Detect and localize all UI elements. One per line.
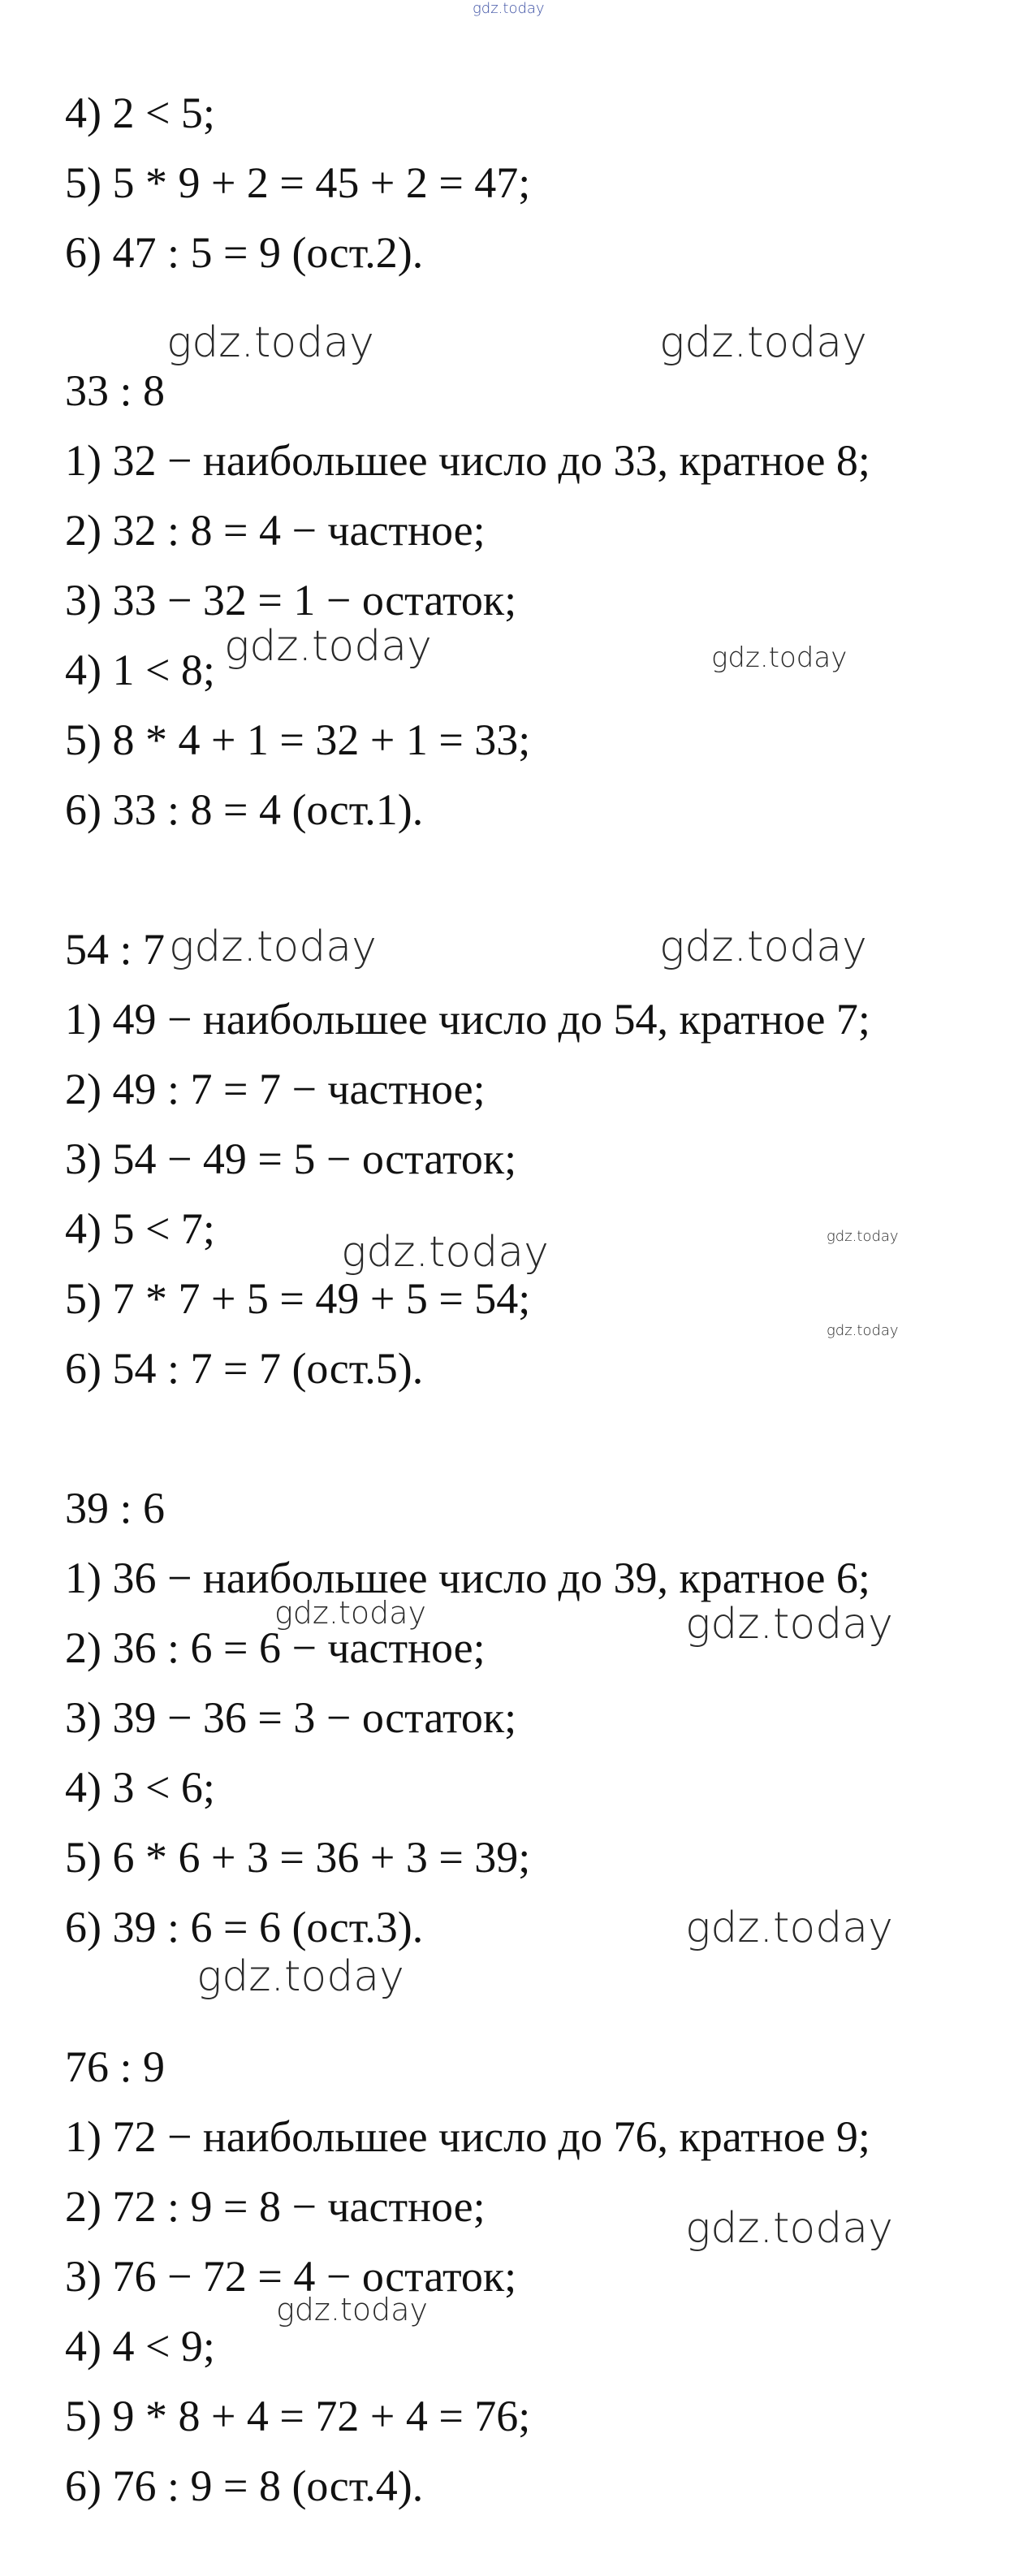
watermark: gdz.today (711, 642, 848, 674)
watermark: gdz.today (274, 1595, 426, 1631)
watermark-top: gdz.today (473, 0, 545, 17)
solution-line: 6) 47 : 5 = 9 (ост.2). (65, 228, 424, 277)
watermark: gdz.today (224, 622, 432, 671)
watermark: gdz.today (276, 2292, 428, 2327)
solution-line: 2) 72 : 9 = 8 − частное; (65, 2182, 486, 2231)
solution-line: 5) 8 * 4 + 1 = 32 + 1 = 33; (65, 715, 531, 764)
solution-line: 5) 7 * 7 + 5 = 49 + 5 = 54; (65, 1274, 531, 1323)
solution-line: 2) 49 : 7 = 7 − частное; (65, 1065, 486, 1113)
watermark: gdz.today (685, 1904, 893, 1952)
watermark: gdz.today (659, 318, 867, 367)
solution-line: 4) 1 < 8; (65, 646, 215, 694)
watermark: gdz.today (827, 1322, 899, 1339)
solution-line: 1) 32 − наибольшее число до 33, кратное 8; (65, 436, 870, 485)
solution-line: 3) 39 − 36 = 3 − остаток; (65, 1693, 517, 1742)
solution-line: 4) 3 < 6; (65, 1763, 215, 1812)
solution-line: 4) 2 < 5; (65, 89, 215, 137)
solution-line: 5) 6 * 6 + 3 = 36 + 3 = 39; (65, 1833, 531, 1882)
solution-line: 2) 36 : 6 = 6 − частное; (65, 1623, 486, 1672)
solution-line: 1) 49 − наибольшее число до 54, кратное 7; (65, 995, 870, 1044)
problem-title: 39 : 6 (65, 1484, 166, 1532)
problem-title: 76 : 9 (65, 2042, 166, 2091)
solution-line: 6) 39 : 6 = 6 (ост.3). (65, 1903, 424, 1951)
solution-line: 3) 54 − 49 = 5 − остаток; (65, 1135, 517, 1183)
solution-line: 4) 5 < 7; (65, 1204, 215, 1253)
problem-title: 54 : 7 (65, 925, 166, 974)
solution-line: 6) 54 : 7 = 7 (ост.5). (65, 1344, 424, 1393)
problem-title: 33 : 8 (65, 366, 166, 415)
solution-line: 6) 76 : 9 = 8 (ост.4). (65, 2461, 424, 2510)
watermark: gdz.today (659, 923, 867, 971)
solution-line: 6) 33 : 8 = 4 (ост.1). (65, 785, 424, 834)
watermark: gdz.today (685, 1600, 893, 1649)
solution-line: 5) 5 * 9 + 2 = 45 + 2 = 47; (65, 158, 531, 207)
watermark: gdz.today (196, 1952, 404, 2001)
solution-line: 5) 9 * 8 + 4 = 72 + 4 = 76; (65, 2392, 531, 2440)
watermark: gdz.today (169, 923, 377, 971)
watermark: gdz.today (827, 1228, 899, 1245)
solution-line: 3) 33 − 32 = 1 − остаток; (65, 576, 517, 625)
watermark: gdz.today (166, 318, 374, 367)
solution-line: 2) 32 : 8 = 4 − частное; (65, 506, 486, 555)
solution-line: 1) 36 − наибольшее число до 39, кратное 6; (65, 1554, 870, 1602)
solution-line: 4) 4 < 9; (65, 2322, 215, 2371)
solution-line: 1) 72 − наибольшее число до 76, кратное 9; (65, 2112, 870, 2161)
watermark: gdz.today (685, 2204, 893, 2253)
solution-line: 3) 76 − 72 = 4 − остаток; (65, 2252, 517, 2301)
watermark: gdz.today (341, 1228, 549, 1277)
